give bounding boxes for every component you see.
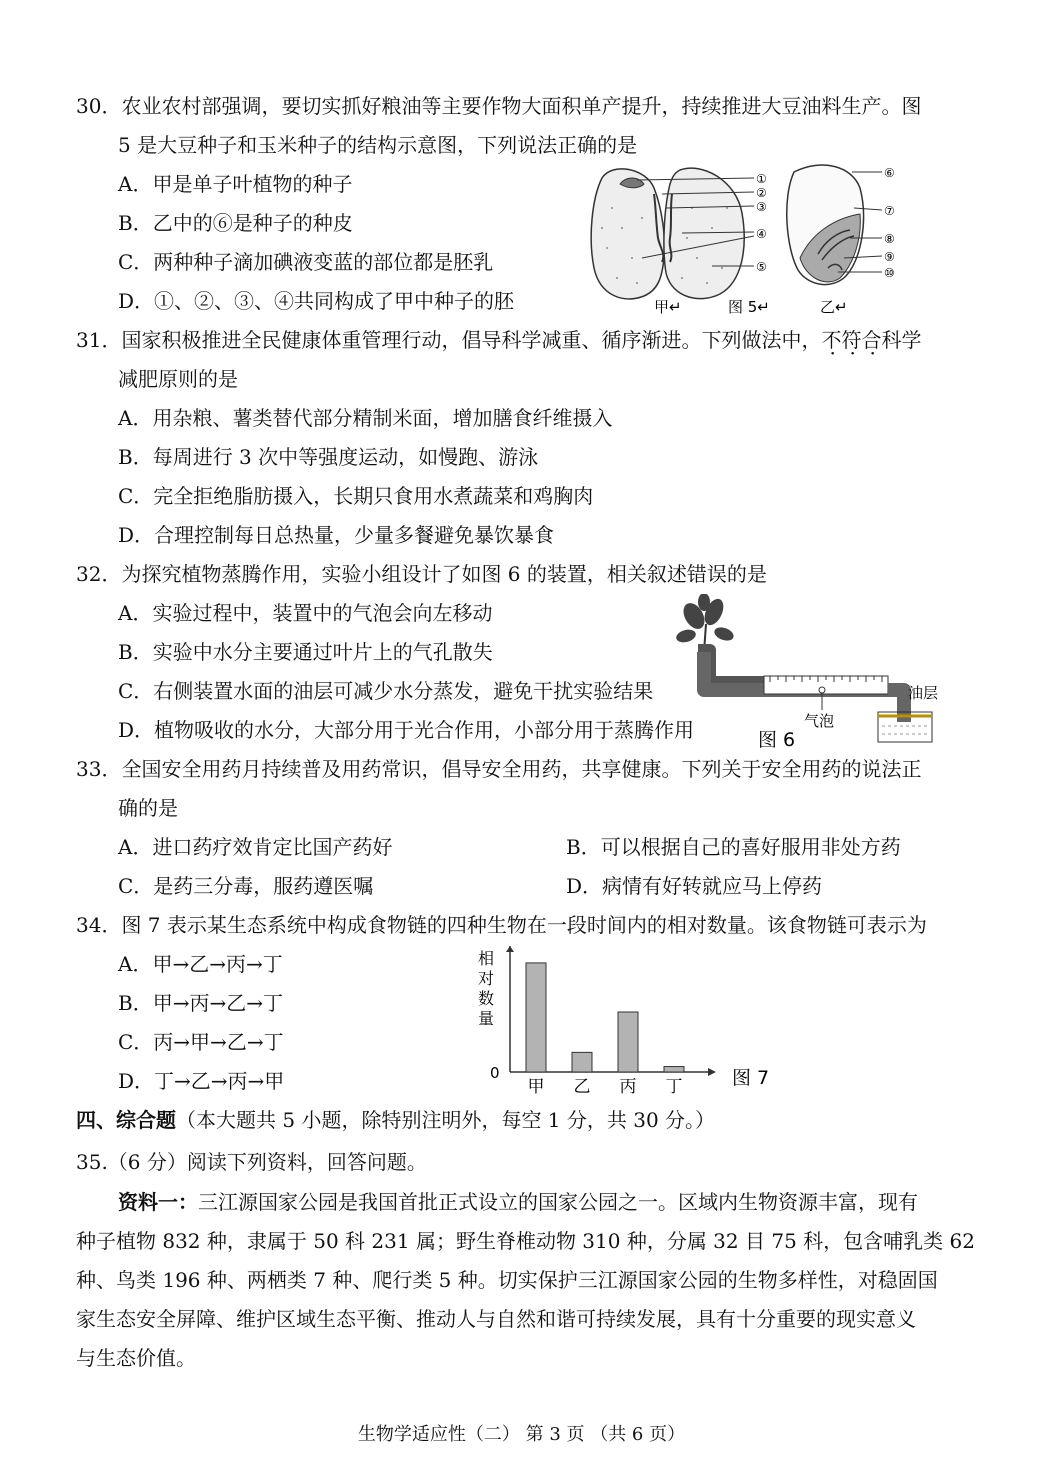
q32-option-a: A．实验过程中，装置中的气泡会向左移动 [118, 601, 493, 625]
q31-stem-pre: 31．国家积极推进全民健康体重管理行动，倡导科学减重、循序渐进。下列做法中， [76, 328, 822, 352]
label-7: ⑦ [884, 204, 895, 218]
q31-option-c: C．完全拒绝脂肪摄入，长期只食用水煮蔬菜和鸡胸肉 [118, 484, 594, 508]
q35-material1-line3: 种、鸟类 196 种、两栖类 7 种、爬行类 5 种。切实保护三江源国家公园的生物多样性，对稳固国 [76, 1268, 938, 1292]
emphasis-char: 不 [821, 328, 842, 352]
x-tick-label: 丁 [665, 1077, 683, 1097]
label-8: ⑧ [884, 232, 895, 246]
oil-layer-label: 油层 [908, 684, 939, 702]
q33-option-a: A．进口药疗效肯定比国产药好 [118, 835, 393, 859]
q31-stem-line1 [76, 328, 921, 352]
q34-option-d: D．丁→乙→丙→甲 [118, 1069, 285, 1093]
page-footer: 生物学适应性（二） 第 3 页 （共 6 页） [357, 1424, 686, 1445]
figure-7-caption: 图 7 [732, 1067, 770, 1089]
material1-label: 资料一： [118, 1190, 198, 1214]
bar-0 [526, 963, 546, 1072]
label-9: ⑨ [884, 250, 895, 264]
figure-7-bar-chart [470, 946, 790, 1100]
y-axis-label [478, 949, 494, 1028]
q31-option-b: B．每周进行 3 次中等强度运动，如慢跑、游泳 [118, 445, 539, 469]
y-label-char: 量 [477, 1009, 495, 1028]
bubble-label: 气泡 [804, 712, 835, 730]
emphasis-char: 合 [861, 328, 882, 352]
q34-option-a: A．甲→乙→丙→丁 [118, 952, 283, 976]
q35-material1-line1 [118, 1190, 918, 1214]
label-2: ② [756, 186, 767, 200]
figure-6-caption: 图 6 [758, 729, 796, 751]
y-label-char: 相 [477, 949, 495, 968]
bar-2 [618, 1012, 638, 1072]
q34-option-c: C．丙→甲→乙→丁 [118, 1030, 284, 1054]
q31-option-a: A．用杂粮、薯类替代部分精制米面，增加膳食纤维摄入 [118, 406, 613, 430]
label-10: ⑩ [884, 266, 895, 280]
x-axis-arrow [708, 1068, 716, 1076]
q35-material1-line4: 家生态安全屏障、维护区域生态平衡、推动人与自然和谐可持续发展，具有十分重要的现实意义 [76, 1307, 916, 1331]
material1-text: 三江源国家公园是我国首批正式设立的国家公园之一。区域内生物资源丰富，现有 [198, 1190, 918, 1214]
section-4-title: 四、综合题 [76, 1108, 176, 1132]
y-label-char: 数 [477, 989, 495, 1008]
q35-material1-line2: 种子植物 832 种，隶属于 50 科 231 属；野生脊椎动物 310 种，分属 32 目 75 科，包含哺乳类 62 [76, 1229, 975, 1253]
bar-1 [572, 1052, 592, 1072]
label-6: ⑥ [884, 166, 895, 180]
label-3: ③ [756, 200, 767, 214]
section-4-heading [76, 1108, 715, 1132]
section-4-note: （本大题共 5 小题，除特别注明外，每空 1 分，共 30 分。） [176, 1108, 716, 1132]
emphasis-char: 符 [841, 328, 862, 352]
q33-option-c: C．是药三分毒，服药遵医嘱 [118, 874, 374, 898]
figure-5-seed-diagram [582, 158, 912, 318]
bubble [819, 687, 825, 693]
q30-option-a: A．甲是单子叶植物的种子 [118, 172, 353, 196]
bean-cotyledon-right [664, 168, 744, 298]
q31-stem-line2: 减肥原则的是 [118, 367, 238, 391]
q30-option-c: C．两种种子滴加碘液变蓝的部位都是胚乳 [118, 250, 494, 274]
label-4: ④ [756, 227, 767, 241]
figure-5-caption: 图 5↵ [728, 298, 770, 316]
q32-stem: 32．为探究植物蒸腾作用，实验小组设计了如图 6 的装置，相关叙述错误的是 [76, 562, 767, 586]
q31-stem-post: 科学 [881, 328, 922, 352]
label-jia: 甲↵ [654, 298, 682, 316]
y-label-char: 对 [477, 969, 495, 988]
q32-option-c: C．右侧装置水面的油层可减少水分蒸发，避免干扰实验结果 [118, 679, 654, 703]
q30-stem-line1: 30．农业农村部强调，要切实抓好粮油等主要作物大面积单产提升，持续推进大豆油料生产。图 [76, 94, 922, 118]
q32-option-d: D．植物吸收的水分，大部分用于光合作用，小部分用于蒸腾作用 [118, 718, 695, 742]
q32-option-b: B．实验中水分主要通过叶片上的气孔散失 [118, 640, 493, 664]
q30-option-d: D．①、②、③、④共同构成了甲中种子的胚 [118, 289, 515, 313]
plant-icon [675, 594, 736, 652]
q33-stem-line1: 33．全国安全用药月持续普及用药常识，倡导安全用药，共享健康。下列关于安全用药的说法正 [76, 757, 922, 781]
q33-option-b: B．可以根据自己的喜好服用非处方药 [566, 835, 901, 859]
q30-option-b: B．乙中的⑥是种子的种皮 [118, 211, 353, 235]
q31-option-d: D．合理控制每日总热量，少量多餐避免暴饮暴食 [118, 523, 555, 547]
q30-stem-line2: 5 是大豆种子和玉米种子的结构示意图，下列说法正确的是 [118, 133, 638, 157]
bar-3 [664, 1067, 684, 1072]
q33-stem-line2: 确的是 [118, 796, 178, 820]
bean-cotyledon-left [591, 169, 664, 299]
y-axis-arrow [506, 946, 514, 952]
q35-material1-line5: 与生态价值。 [76, 1346, 196, 1370]
label-1: ① [756, 172, 767, 186]
label-yi: 乙↵ [820, 298, 848, 316]
figure-6-apparatus [668, 594, 958, 754]
x-tick-label: 丙 [619, 1077, 637, 1097]
q35-stem: 35.（6 分）阅读下列资料，回答问题。 [76, 1150, 427, 1174]
label-5: ⑤ [756, 260, 767, 274]
x-tick-label: 甲 [527, 1077, 545, 1097]
q33-option-d: D．病情有好转就应马上停药 [566, 874, 823, 898]
q34-option-b: B．甲→丙→乙→丁 [118, 991, 283, 1015]
q34-stem: 34．图 7 表示某生态系统中构成食物链的四种生物在一段时间内的相对数量。该食物链可表示为 [76, 913, 927, 937]
x-tick-label: 乙 [573, 1077, 591, 1097]
origin-label: 0 [490, 1064, 500, 1082]
